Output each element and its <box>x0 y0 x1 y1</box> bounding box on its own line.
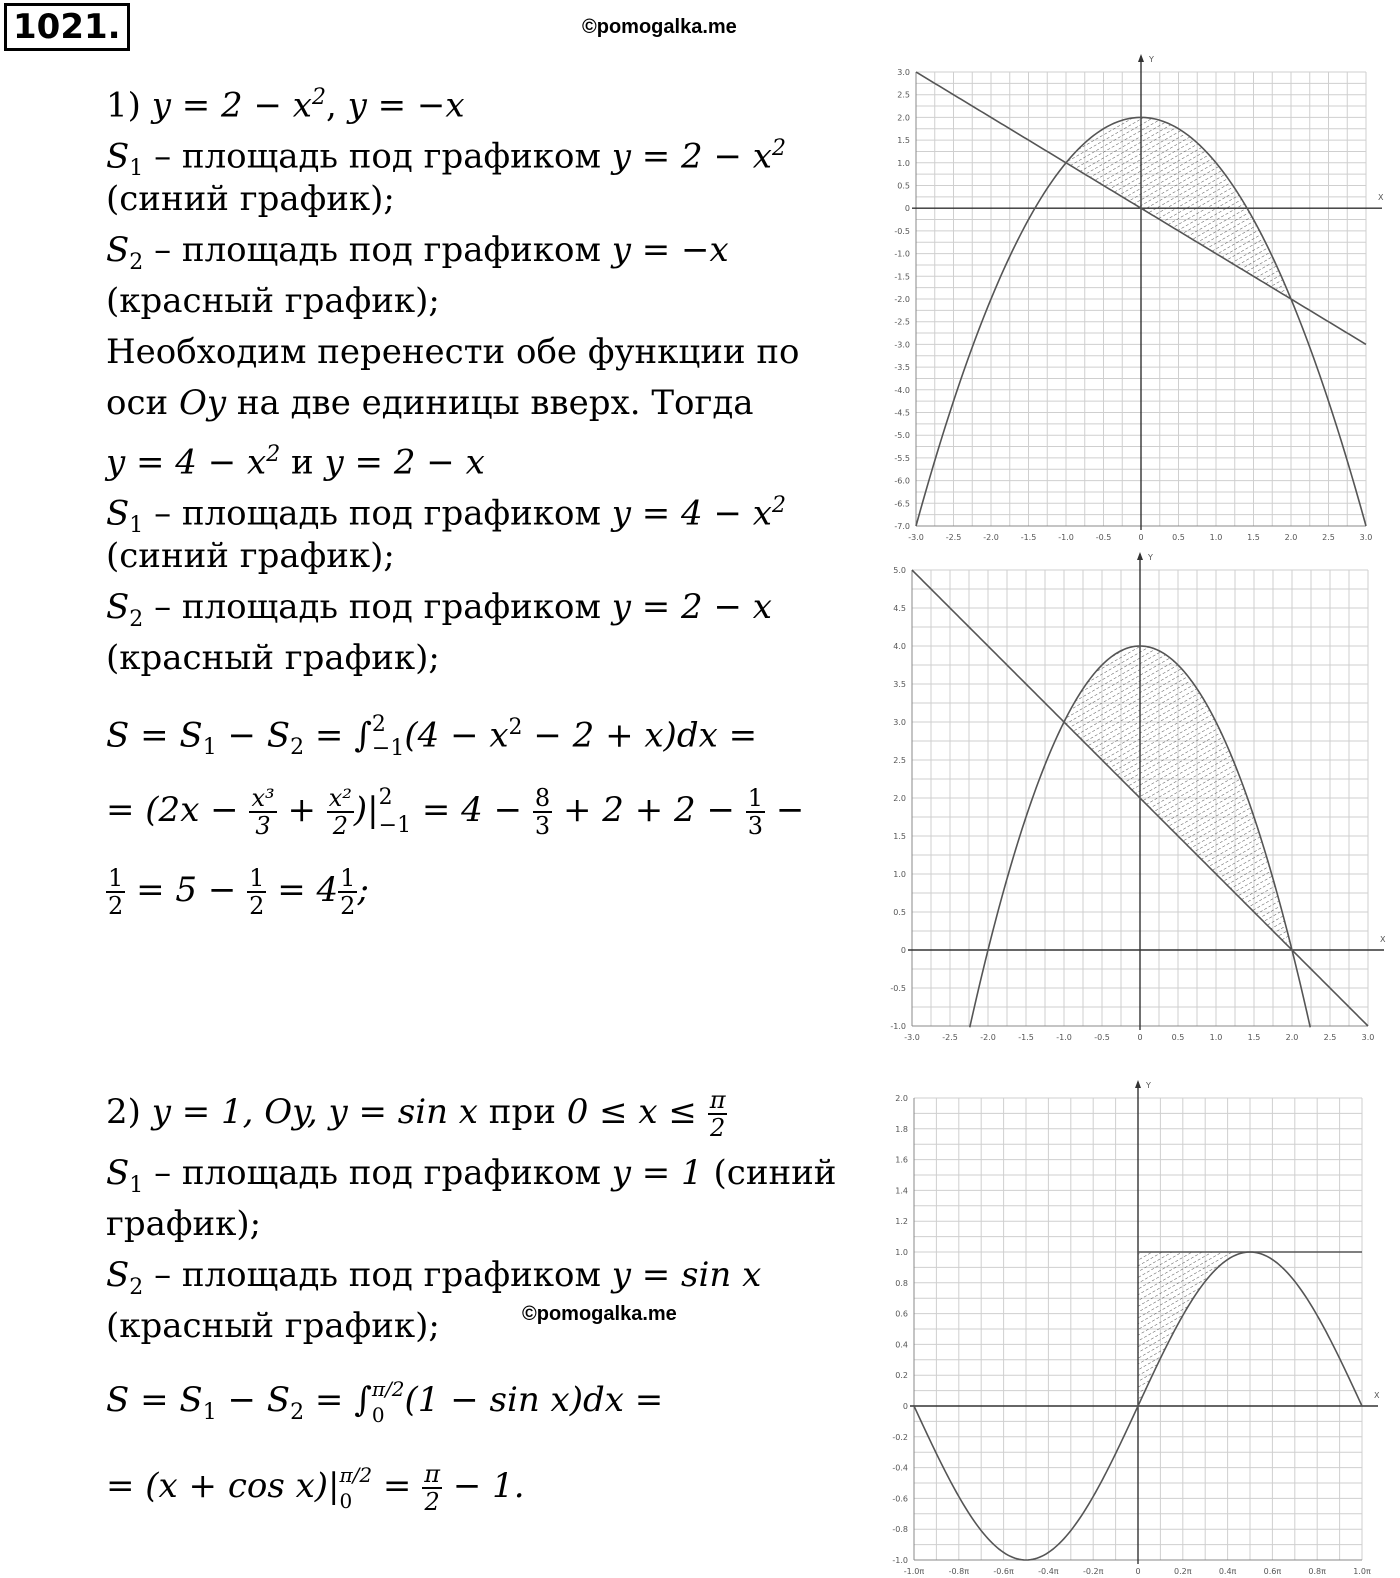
y-tick-label: -0.4 <box>892 1463 908 1473</box>
text: – площадь под графиком <box>143 230 612 270</box>
y-tick-label: 1.5 <box>893 832 906 841</box>
den: 2 <box>332 812 348 840</box>
x-tick-label: -0.2π <box>1082 1567 1104 1576</box>
y-tick-label: -5.0 <box>894 431 910 441</box>
x-tick-label: -1.5 <box>1018 1033 1034 1042</box>
graph-2 <box>880 548 1392 1050</box>
den: 2 <box>709 1114 726 1142</box>
x-tick-label: 1.0 <box>1209 533 1223 542</box>
text: − 1. <box>442 1466 525 1506</box>
limits <box>372 713 404 761</box>
x-tick-label: -0.5 <box>1094 1033 1110 1042</box>
num: 1 <box>747 784 764 812</box>
y-tick-label: -0.2 <box>892 1432 908 1442</box>
p2-line-6 <box>106 1370 663 1443</box>
p1-line-8 <box>106 429 800 483</box>
text: − <box>765 790 805 830</box>
text: и <box>280 442 325 483</box>
s: S <box>106 493 130 534</box>
y-tick-label: 3.0 <box>893 718 906 727</box>
y-tick-label: -2.0 <box>894 295 910 304</box>
problem-number: 1021. <box>4 3 130 51</box>
y-axis-arrow <box>1137 552 1143 560</box>
y-tick-label: -2.5 <box>894 317 910 327</box>
sub: 2 <box>129 606 144 632</box>
frac <box>106 865 125 919</box>
num: x³ <box>251 784 275 812</box>
text: (4 − x <box>404 715 509 756</box>
p2-line-5: (красный график); <box>106 1306 440 1346</box>
s: S <box>106 230 130 270</box>
x-tick-label: 0.4π <box>1218 1567 1237 1576</box>
y-tick-label: 2.0 <box>897 113 910 123</box>
num: 8 <box>534 784 551 812</box>
num: 1 <box>108 864 124 892</box>
x-tick-label: -0.5 <box>1095 533 1112 542</box>
graph-3 <box>880 1074 1392 1578</box>
part2-text <box>106 1148 836 1352</box>
x-tick-label: -3.0 <box>908 533 924 542</box>
y-tick-label: -7.0 <box>894 522 910 531</box>
den: 2 <box>249 892 265 920</box>
x-tick-label: 0.2π <box>1174 1567 1192 1576</box>
num: π <box>709 1086 726 1114</box>
y-tick-label: -1.5 <box>894 272 910 282</box>
x-tick-label: -2.0 <box>983 533 999 542</box>
sub: 1 <box>129 156 144 182</box>
den: 2 <box>108 892 124 920</box>
text: = <box>372 1466 423 1506</box>
den: 3 <box>747 812 764 840</box>
p1-line-11 <box>106 582 800 633</box>
limits <box>372 1376 405 1428</box>
sub: 2 <box>290 735 305 761</box>
eq: y = 2 − x <box>324 442 485 483</box>
p1-line-13 <box>106 700 757 776</box>
power: 2 <box>508 715 523 740</box>
x-tick-label: -1.0π <box>903 1567 925 1576</box>
y-tick-label: 1.4 <box>895 1186 908 1196</box>
text: = 4 − <box>411 790 533 830</box>
frac <box>327 785 354 839</box>
y-tick-label: -6.5 <box>894 499 910 509</box>
y-tick-label: 0.6 <box>895 1309 908 1319</box>
p2-line-1 <box>106 1085 727 1141</box>
x-tick-label: -2.5 <box>945 533 962 542</box>
p1-line-9 <box>106 480 800 539</box>
upper-limit: 2 <box>378 785 393 810</box>
p1-line-3: (синий график); <box>106 179 395 219</box>
y-tick-label: -4.5 <box>894 408 910 418</box>
watermark-top: ©pomogalka.me <box>582 16 737 38</box>
eq: y = 4 − x <box>106 442 267 483</box>
y-tick-label: -3.0 <box>894 340 910 350</box>
sub: 1 <box>129 513 144 539</box>
y-tick-label: -3.5 <box>894 363 910 373</box>
lower-limit: −1 <box>378 813 412 838</box>
x-axis-label: X <box>1374 1391 1380 1400</box>
x-tick-label: 0.5 <box>1172 533 1185 542</box>
limits <box>340 1462 373 1514</box>
y-tick-label: -1.0 <box>894 249 910 259</box>
p2-line-7 <box>106 1456 525 1516</box>
frac <box>746 785 765 839</box>
lower-limit: 0 <box>339 1489 353 1513</box>
text: = 5 − <box>125 870 248 910</box>
y-tick-label: 0.5 <box>893 908 906 917</box>
y-tick-label: 1.2 <box>895 1217 908 1227</box>
y-tick-label: -0.6 <box>892 1494 908 1504</box>
y-tick-label: 3.0 <box>897 68 910 77</box>
den: 2 <box>340 892 356 920</box>
num: π <box>424 1460 441 1488</box>
x-tick-label: -2.0 <box>980 1033 996 1042</box>
text: ; <box>357 870 369 910</box>
den: 3 <box>534 812 551 840</box>
text: – площадь под графиком <box>143 1153 612 1193</box>
eq: y = 4 − x <box>611 493 772 534</box>
y-tick-label: 5.0 <box>893 566 906 575</box>
x-tick-label: 0 <box>1137 1033 1143 1042</box>
num: 1 <box>249 864 265 892</box>
x-tick-label: -0.6π <box>993 1567 1014 1576</box>
y-tick-label: 1.0 <box>897 158 910 168</box>
y-tick-label: 2.0 <box>893 794 906 803</box>
text: оси <box>106 383 179 423</box>
text: )| <box>353 790 379 830</box>
y-axis-label: Y <box>1148 553 1153 562</box>
upper-limit: 2 <box>371 712 386 738</box>
y-tick-label: 0 <box>904 204 910 214</box>
lower-limit: −1 <box>371 736 405 762</box>
text: при <box>477 1092 567 1132</box>
p1-line-4 <box>106 225 800 276</box>
frac <box>249 785 276 839</box>
sep: , <box>325 85 348 126</box>
text: – площадь под графиком <box>143 587 612 627</box>
item-number: 2) <box>106 1092 152 1132</box>
num: 1 <box>340 864 356 892</box>
p1-line-5: (красный график); <box>106 281 440 321</box>
p1-line-15 <box>106 860 369 920</box>
y-tick-label: 0 <box>900 946 906 955</box>
y-tick-label: 1.8 <box>895 1124 908 1134</box>
y-tick-label: 2.5 <box>893 756 906 765</box>
x-axis-label: X <box>1380 935 1386 944</box>
eq: y = −x <box>611 230 729 270</box>
text: − S <box>216 715 291 756</box>
y-tick-label: 4.0 <box>893 642 906 651</box>
y-tick-label: 3.5 <box>893 680 906 689</box>
p1-line-6: Необходим перенести обе функции по <box>106 332 800 372</box>
y-tick-label: -0.5 <box>890 984 906 993</box>
s: S <box>106 587 130 627</box>
text: S = S <box>106 715 203 756</box>
watermark-middle: ©pomogalka.me <box>522 1303 677 1325</box>
y-tick-label: 2.0 <box>895 1094 908 1103</box>
text: – площадь под графиком <box>143 136 612 177</box>
sub: 2 <box>129 249 144 275</box>
y-tick-label: -0.8 <box>892 1525 908 1535</box>
x-tick-label: 1.0 <box>1209 1033 1223 1042</box>
x-tick-label: 2.0 <box>1285 1033 1299 1042</box>
eq: y = sin x <box>611 1255 762 1295</box>
part1-text <box>106 72 800 684</box>
p2-line-4 <box>106 1250 836 1301</box>
frac <box>338 865 357 919</box>
sub: 1 <box>129 1172 144 1198</box>
y-tick-label: 0.8 <box>895 1278 908 1288</box>
text: + 2 + 2 − <box>552 790 746 830</box>
power: 2 <box>266 442 281 467</box>
x-tick-label: 1.5 <box>1247 533 1260 542</box>
eq: Oy <box>178 383 227 423</box>
y-axis-arrow <box>1138 54 1144 62</box>
y-tick-label: 1.0 <box>895 1248 908 1257</box>
x-tick-label: 0.5 <box>1171 1033 1185 1042</box>
upper-limit: π/2 <box>371 1377 405 1401</box>
frac <box>533 785 552 839</box>
x-tick-label: -0.4π <box>1038 1567 1059 1576</box>
x-tick-label: 0.8π <box>1308 1567 1326 1576</box>
p1-line-10: (синий график); <box>106 536 395 576</box>
y-tick-label: 1.6 <box>895 1155 908 1165</box>
y-tick-label: 4.5 <box>893 604 906 613</box>
y-tick-label: 1.5 <box>897 136 910 146</box>
y-axis-label: Y <box>1149 55 1154 64</box>
power: 2 <box>771 136 786 161</box>
s: S <box>106 1255 130 1295</box>
x-tick-label: -1.0 <box>1056 1033 1072 1042</box>
num: x² <box>328 784 352 812</box>
y-tick-label: -0.5 <box>894 226 910 236</box>
text: S = S <box>106 1380 203 1420</box>
frac <box>422 1461 442 1515</box>
s: S <box>106 1153 130 1193</box>
x-tick-label: 2.5 <box>1323 1033 1337 1042</box>
power: 2 <box>311 85 326 110</box>
den: 3 <box>255 812 271 840</box>
y-tick-label: 2.5 <box>897 90 910 100</box>
graph-1-svg <box>880 50 1392 548</box>
text: − S <box>216 1380 291 1420</box>
eq: y = 1, Oy, y = sin x <box>151 1092 478 1132</box>
y-tick-label: -4.0 <box>894 385 910 395</box>
sub: 1 <box>202 1399 217 1425</box>
graph-1 <box>880 50 1392 548</box>
y-tick-label: 0 <box>902 1402 908 1411</box>
y-tick-label: -5.5 <box>894 453 910 463</box>
limits <box>379 784 411 840</box>
x-tick-label: 1.0π <box>1353 1567 1371 1576</box>
integral: = ∫ <box>304 1380 372 1420</box>
den: 2 <box>424 1488 440 1516</box>
sub: 2 <box>290 1399 305 1425</box>
p1-line-12: (красный график); <box>106 638 440 678</box>
y-axis-label: Y <box>1146 1081 1151 1090</box>
sub: 1 <box>202 735 217 761</box>
text: (синий <box>702 1153 837 1193</box>
integral: = ∫ <box>304 715 372 756</box>
text: = 4 <box>266 870 339 910</box>
text: − 2 + x)dx = <box>522 715 758 756</box>
y-tick-label: -1.0 <box>890 1022 906 1031</box>
x-tick-label: -2.5 <box>942 1033 958 1042</box>
text: (1 − sin x)dx = <box>404 1380 664 1420</box>
x-tick-label: -3.0 <box>904 1033 920 1042</box>
p1-line-14 <box>106 780 804 840</box>
graph-3-svg <box>880 1074 1392 1578</box>
x-tick-label: 2.5 <box>1322 533 1335 542</box>
x-tick-label: -1.5 <box>1020 533 1037 542</box>
y-tick-label: 1.0 <box>893 870 906 879</box>
power: 2 <box>771 493 786 518</box>
text: на две единицы вверх. Тогда <box>226 383 754 423</box>
frac <box>708 1087 728 1141</box>
x-tick-label: 2.0 <box>1284 533 1298 542</box>
eq: y = −x <box>347 85 465 126</box>
lower-limit: 0 <box>371 1403 385 1427</box>
x-axis-label: X <box>1378 193 1384 203</box>
x-tick-label: 1.5 <box>1247 1033 1261 1042</box>
graph-2-svg <box>880 548 1392 1050</box>
upper-limit: π/2 <box>339 1463 373 1487</box>
x-tick-label: 0.6π <box>1263 1567 1282 1576</box>
y-tick-label: 0.2 <box>895 1371 908 1381</box>
x-tick-label: -0.8π <box>948 1567 970 1576</box>
p2-line-3: график); <box>106 1204 262 1244</box>
eq: 0 ≤ x ≤ <box>566 1092 708 1132</box>
p1-line-1 <box>106 72 800 126</box>
text: – площадь под графиком <box>143 493 612 534</box>
eq: y = 2 − x <box>611 136 772 177</box>
p2-line-2 <box>106 1148 836 1199</box>
text: + <box>276 790 327 830</box>
x-tick-label: 0 <box>1138 533 1144 542</box>
eq: y = 1 <box>611 1153 703 1193</box>
x-tick-label: -1.0 <box>1058 533 1074 542</box>
s: S <box>106 136 130 177</box>
y-tick-label: 0.5 <box>897 181 910 191</box>
eq: y = 2 − x <box>611 587 772 627</box>
x-tick-label: 3.0 <box>1359 533 1373 542</box>
item-number: 1) <box>106 85 152 126</box>
eq: y = 2 − x <box>151 85 312 126</box>
frac <box>247 865 266 919</box>
sub: 2 <box>129 1274 144 1300</box>
p1-line-2 <box>106 123 800 182</box>
y-tick-label: 0.4 <box>895 1340 908 1350</box>
text: = (x + cos x)| <box>106 1466 340 1506</box>
p1-line-7 <box>106 378 800 429</box>
y-axis-arrow <box>1135 1080 1141 1088</box>
text: – площадь под графиком <box>143 1255 612 1295</box>
x-tick-label: 3.0 <box>1361 1033 1375 1042</box>
text: = (2x − <box>106 790 250 830</box>
x-tick-label: 0 <box>1135 1567 1141 1576</box>
y-tick-label: -1.0 <box>892 1556 908 1565</box>
y-tick-label: -6.0 <box>894 476 910 486</box>
